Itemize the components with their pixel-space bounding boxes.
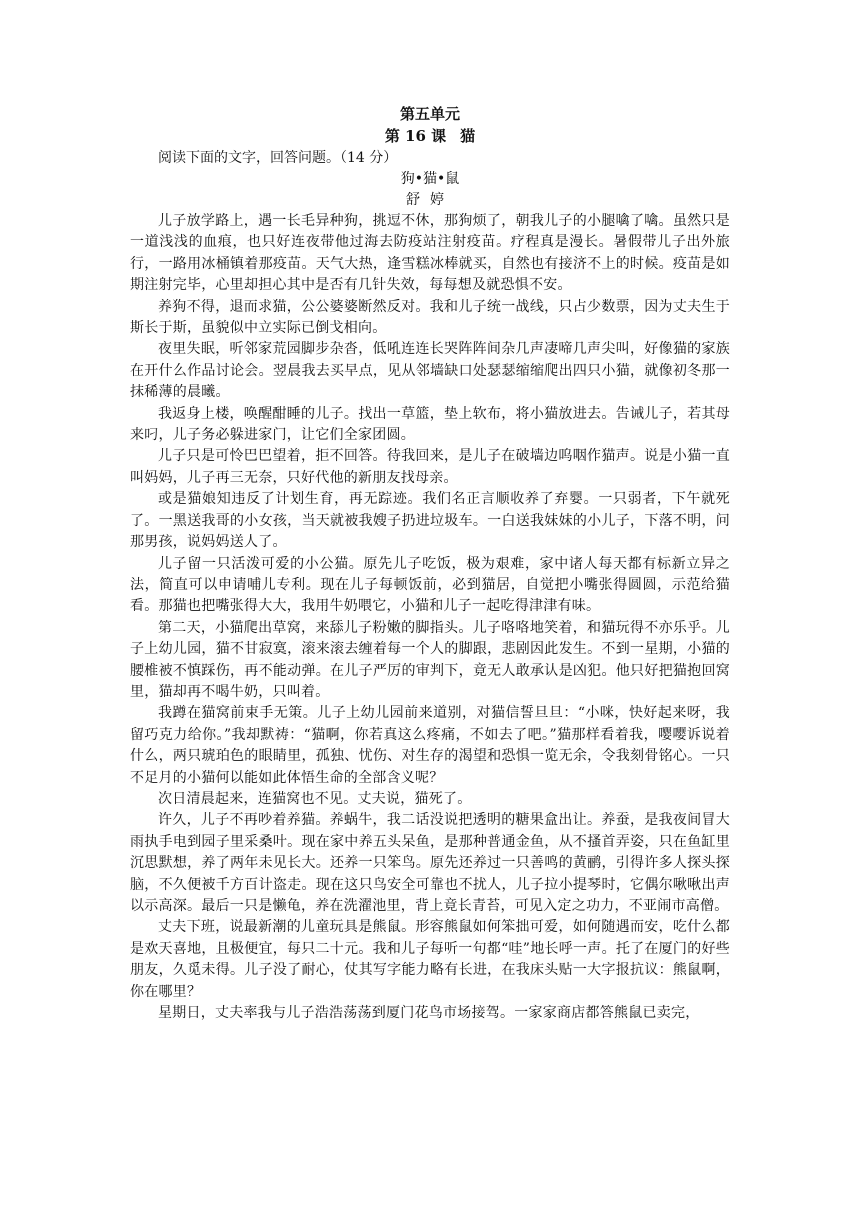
paragraph: 我返身上楼，唤醒酣睡的儿子。找出一草篮，垫上软布，将小猫放进去。告诫儿子，若其母来叼，儿子务必躲进家门，让它们全家团圆。 <box>130 405 730 444</box>
paragraph: 或是猫娘知违反了计划生育，再无踪迹。我们名正言顺收养了弃婴。一只弱者，下午就死了。一黑送我哥的小女孩，当天就被我嫂子扔进垃圾车。一白送我妹妹的小儿子，下落不明，问那男孩，说妈妈送人了。 <box>130 491 730 551</box>
lesson-name: 猫 <box>460 127 476 145</box>
paragraph: 我蹲在猫窝前束手无策。儿子上幼儿园前来道别，对猫信誓旦旦：“小咪，快好起来呀，我留巧克力给你。”我却默祷：“猫啊，你若真这么疼痛，不如去了吧。”猫那样看着我，嘤嘤诉说着什么，两只琥珀色的眼睛里，孤独、忧伤、对生存的渴望和恐惧一览无余，令我刻骨铭心。一只不足月的小猫何以能如此体悟生命的全部含义呢？ <box>130 705 730 786</box>
document-page <box>130 104 730 1024</box>
paragraph: 养狗不得，退而求猫，公公婆婆断然反对。我和儿子统一战线，只占少数票，因为丈夫生于斯长于斯，虽貌似中立实际已倒戈相向。 <box>130 298 730 337</box>
reading-instruction: 阅读下面的文字，回答问题。（14 分） <box>158 150 398 166</box>
paragraph: 儿子留一只活泼可爱的小公猫。原先儿子吃饭，极为艰难，家中诸人每天都有标新立异之法，简直可以申请哺儿专利。现在儿子每顿饭前，必到猫居，自觉把小嘴张得圆圆，示范给猫看。那猫也把嘴张得大大，我用牛奶喂它，小猫和儿子一起吃得津津有味。 <box>130 555 730 615</box>
article-title: 狗•猫•鼠 <box>400 171 460 187</box>
article-body <box>130 211 730 1024</box>
article-author: 舒婷 <box>406 192 454 208</box>
lesson-number: 第 16 课 <box>384 127 447 145</box>
paragraph: 次日清晨起来，连猫窝也不见。丈夫说，猫死了。 <box>158 790 472 807</box>
lesson-title <box>130 125 730 147</box>
paragraph: 夜里失眠，听邻家荒园脚步杂沓，低吼连连长哭阵阵间杂几声凄啼几声尖叫，好像猫的家族在开什么作品讨论会。翌晨我去买早点，见从邻墙缺口处瑟瑟缩缩爬出四只小猫，就像初冬那一抹稀薄的晨曦。 <box>130 341 730 401</box>
paragraph: 儿子只是可怜巴巴望着，拒不回答。待我回来，是儿子在破墙边呜咽作猫声。说是小猫一直叫妈妈，儿子再三无奈，只好代他的新朋友找母亲。 <box>130 448 730 486</box>
unit-title: 第五单元 <box>399 105 460 123</box>
paragraph: 儿子放学路上，遇一长毛异种狗，挑逗不休，那狗烦了，朝我儿子的小腿噙了噙。虽然只是一道浅浅的血痕，也只好连夜带他过海去防疫站注射疫苗。疗程真是漫长。暑假带儿子出外旅行，一路用冰桶镇着那疫苗。天气大热，逢雪糕冰棒就买，自然也有接济不上的时候。疫苗是如期注射完毕，心里却担心其中是否有几针失效，每每想及就恐惧不安。 <box>130 213 730 294</box>
paragraph: 丈夫下班，说最新潮的儿童玩具是熊鼠。形容熊鼠如何笨拙可爱，如何随遇而安，吃什么都是欢天喜地，且极便宜，每只二十元。我和儿子每听一句都“哇”地长呼一声。托了在厦门的好些朋友，久觅未得。儿子没了耐心，仗其写字能力略有长进，在我床头贴一大字报抗议：熊鼠啊，你在哪里？ <box>130 919 730 1000</box>
paragraph: 第二天，小猫爬出草窝，来舔儿子粉嫩的脚指头。儿子咯咯地笑着，和猫玩得不亦乐乎。儿子上幼儿园，猫不甘寂寞，滚来滚去缠着每一个人的脚跟，悲剧因此发生。不到一星期，小猫的腰椎被不慎踩伤，再不能动弹。在儿子严厉的审判下，竟无人敢承认是凶犯。他只好把猫抱回窝里，猫却再不喝牛奶，只叫着。 <box>130 619 730 700</box>
paragraph: 许久，儿子不再吵着养猫。养蜗牛，我二话没说把透明的糖果盒出让。养蚕，是我夜间冒大雨执手电到园子里采桑叶。现在家中养五头呆鱼，是那种普通金鱼，从不搔首弄姿，只在鱼缸里沉思默想，养了两年未见长大。还养一只笨鸟。原先还养过一只善鸣的黄鹂，引得许多人探头探脑，不久便被千方百计盗走。现在这只鸟安全可靠也不扰人，儿子拉小提琴时，它偶尔啾啾出声以示高深。最后一只是懒龟，养在洗濯池里，背上竟长青苔，可见入定之功力，不亚闹市高僧。 <box>130 812 730 914</box>
paragraph: 星期日，丈夫率我与儿子浩浩荡荡到厦门花鸟市场接驾。一家家商店都答熊鼠已卖完， <box>158 1005 700 1022</box>
